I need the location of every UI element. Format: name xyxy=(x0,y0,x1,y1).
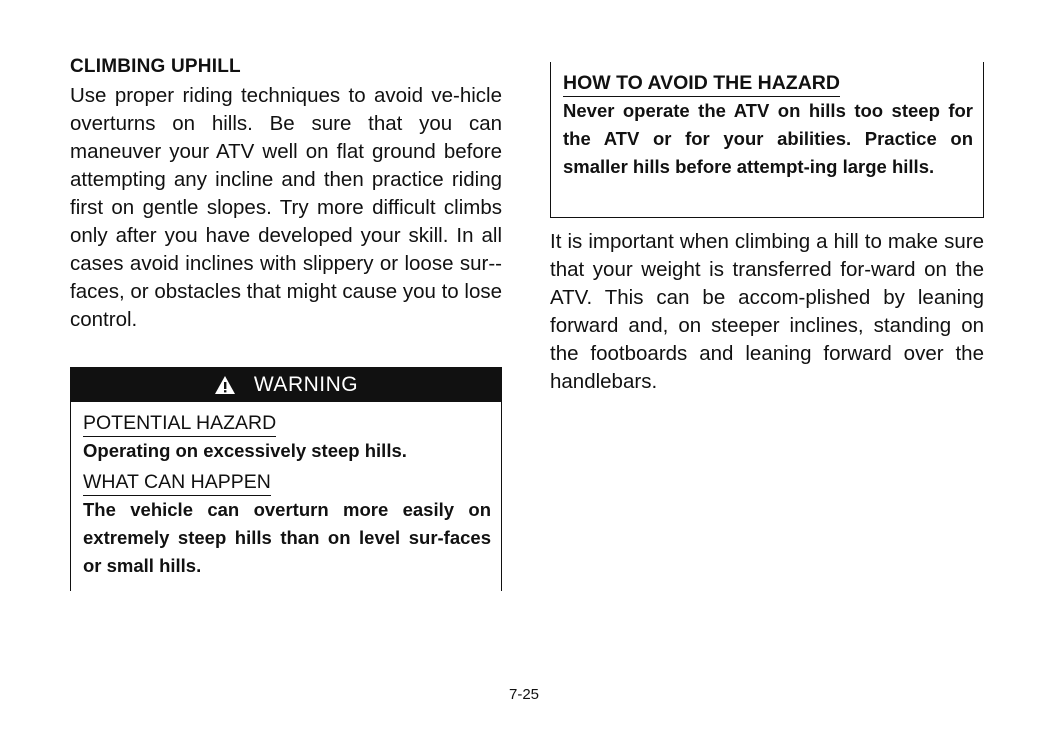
what-can-happen-text: The vehicle can overturn more easily on extremely steep hills than on level sur-faces or small hills. xyxy=(83,499,491,576)
page-number: 7-25 xyxy=(508,686,540,703)
section-heading: CLIMBING UPHILL xyxy=(70,56,241,77)
potential-hazard-heading: POTENTIAL HAZARD xyxy=(83,410,276,437)
warning-header xyxy=(71,367,501,402)
what-can-happen-heading: WHAT CAN HAPPEN xyxy=(83,469,271,496)
climbing-uphill-paragraph: Use proper riding techniques to avoid ve-hicle overturns on hills. Be sure that you can maneuver your ATV well on flat ground before attempting any incline and then practice riding first on gentle slopes. Try more difficult climbs only after you have developed your skill. In all cases avoid inclines with slippery or loose sur-faces, or obstacles that might cause you to lose control. xyxy=(70,84,502,331)
how-to-avoid-text: Never operate the ATV on hills too steep for the ATV or for your abilities. Practice on smaller hills before attempt-ing large hills. xyxy=(563,100,973,177)
potential-hazard-text: Operating on excessively steep hills. xyxy=(83,440,407,461)
warning-content xyxy=(71,402,501,580)
warning-box xyxy=(70,367,502,591)
warning-triangle-icon xyxy=(214,375,236,395)
warning-title: WARNING xyxy=(253,372,359,396)
how-to-avoid-box xyxy=(550,62,984,218)
how-to-avoid-heading: HOW TO AVOID THE HAZARD xyxy=(563,70,840,97)
weight-transfer-paragraph: It is important when climbing a hill to make sure that your weight is transferred for-ward on the ATV. This can be accom-plished by leaning forward and, on steeper inclines, standing on the footboards and leaning forward over the handlebars. xyxy=(550,230,984,393)
